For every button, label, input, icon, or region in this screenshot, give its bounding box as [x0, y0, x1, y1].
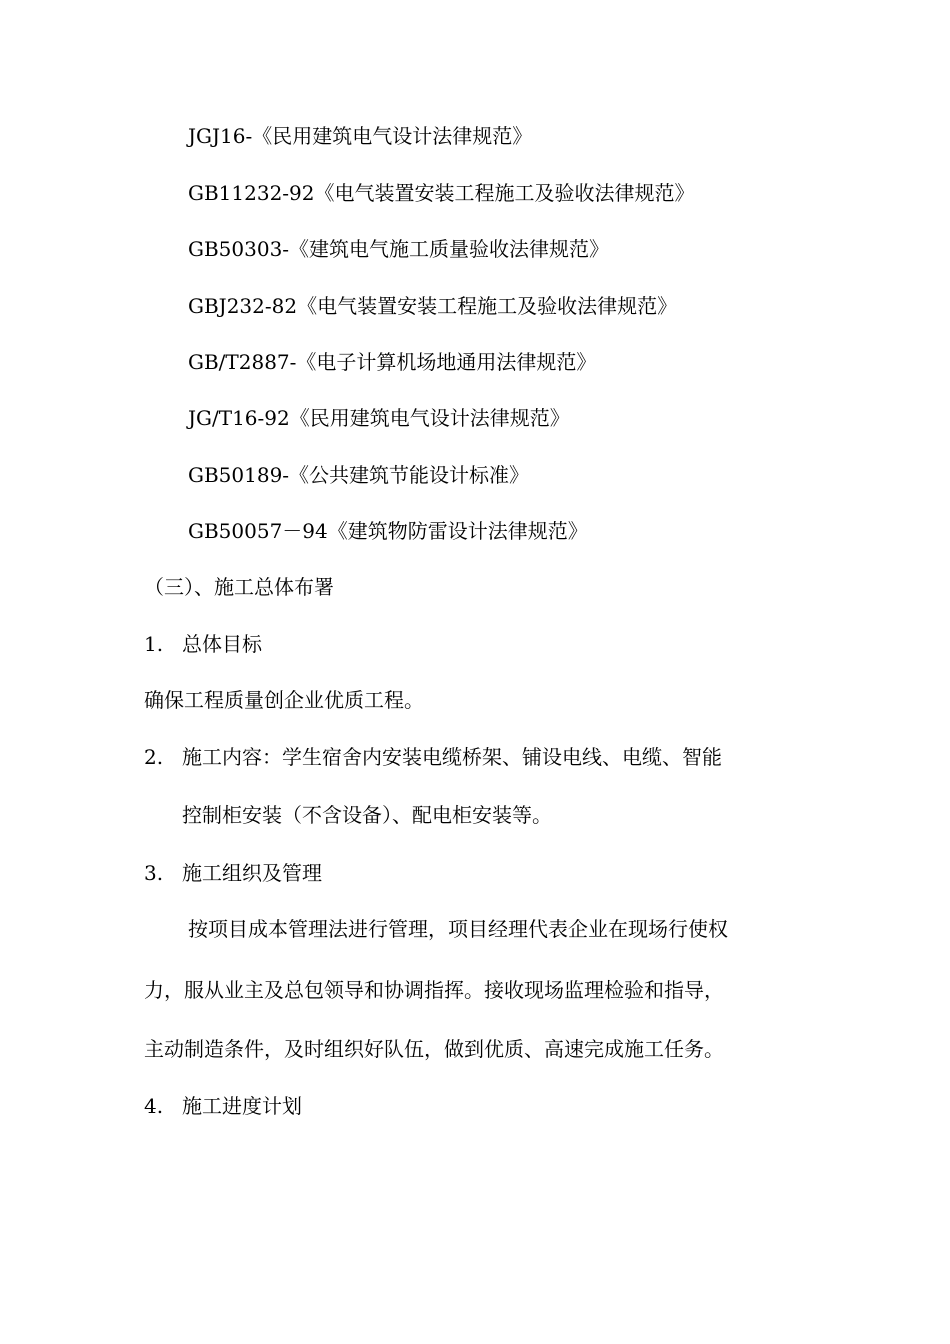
standard-item: JG/T16-92《民用建筑电气设计法律规范》: [188, 406, 570, 430]
item-title: 施工组织及管理: [182, 861, 322, 885]
item-number: 4.: [144, 1094, 164, 1118]
standard-item: GBJ232-82《电气装置安装工程施工及验收法律规范》: [188, 294, 678, 318]
item-title: 总体目标: [182, 632, 262, 656]
item-number: 2.: [144, 745, 164, 769]
standard-item: GB50303-《建筑电气施工质量验收法律规范》: [188, 237, 610, 261]
item-number: 1.: [144, 632, 164, 656]
paragraph-line: 主动制造条件，及时组织好队伍，做到优质、高速完成施工任务。: [144, 1037, 724, 1061]
list-item-content: [144, 743, 722, 771]
paragraph-line: 按项目成本管理法进行管理，项目经理代表企业在现场行使权: [188, 917, 728, 941]
paragraph-line: 力，服从业主及总包领导和协调指挥。接收现场监理检验和指导，: [144, 978, 724, 1002]
item-number: 3.: [144, 861, 164, 885]
section-heading: （三）、施工总体布署: [144, 575, 334, 599]
list-item-management: [144, 859, 322, 887]
standard-item: JGJ16-《民用建筑电气设计法律规范》: [188, 124, 533, 148]
list-item-goal: [144, 630, 262, 658]
standard-item: GB11232-92《电气装置安装工程施工及验收法律规范》: [188, 181, 695, 205]
item-title: 施工进度计划: [182, 1094, 302, 1118]
content-continuation: 控制柜安装（不含设备）、配电柜安装等。: [182, 803, 552, 827]
standard-item: GB50189-《公共建筑节能设计标准》: [188, 463, 530, 487]
item-title: 施工内容：学生宿舍内安装电缆桥架、铺设电线、电缆、智能: [182, 745, 722, 769]
goal-text: 确保工程质量创企业优质工程。: [144, 688, 424, 712]
standard-item: GB/T2887-《电子计算机场地通用法律规范》: [188, 350, 597, 374]
standard-item: GB50057－94《建筑物防雷设计法律规范》: [188, 519, 588, 543]
list-item-schedule: [144, 1092, 302, 1120]
